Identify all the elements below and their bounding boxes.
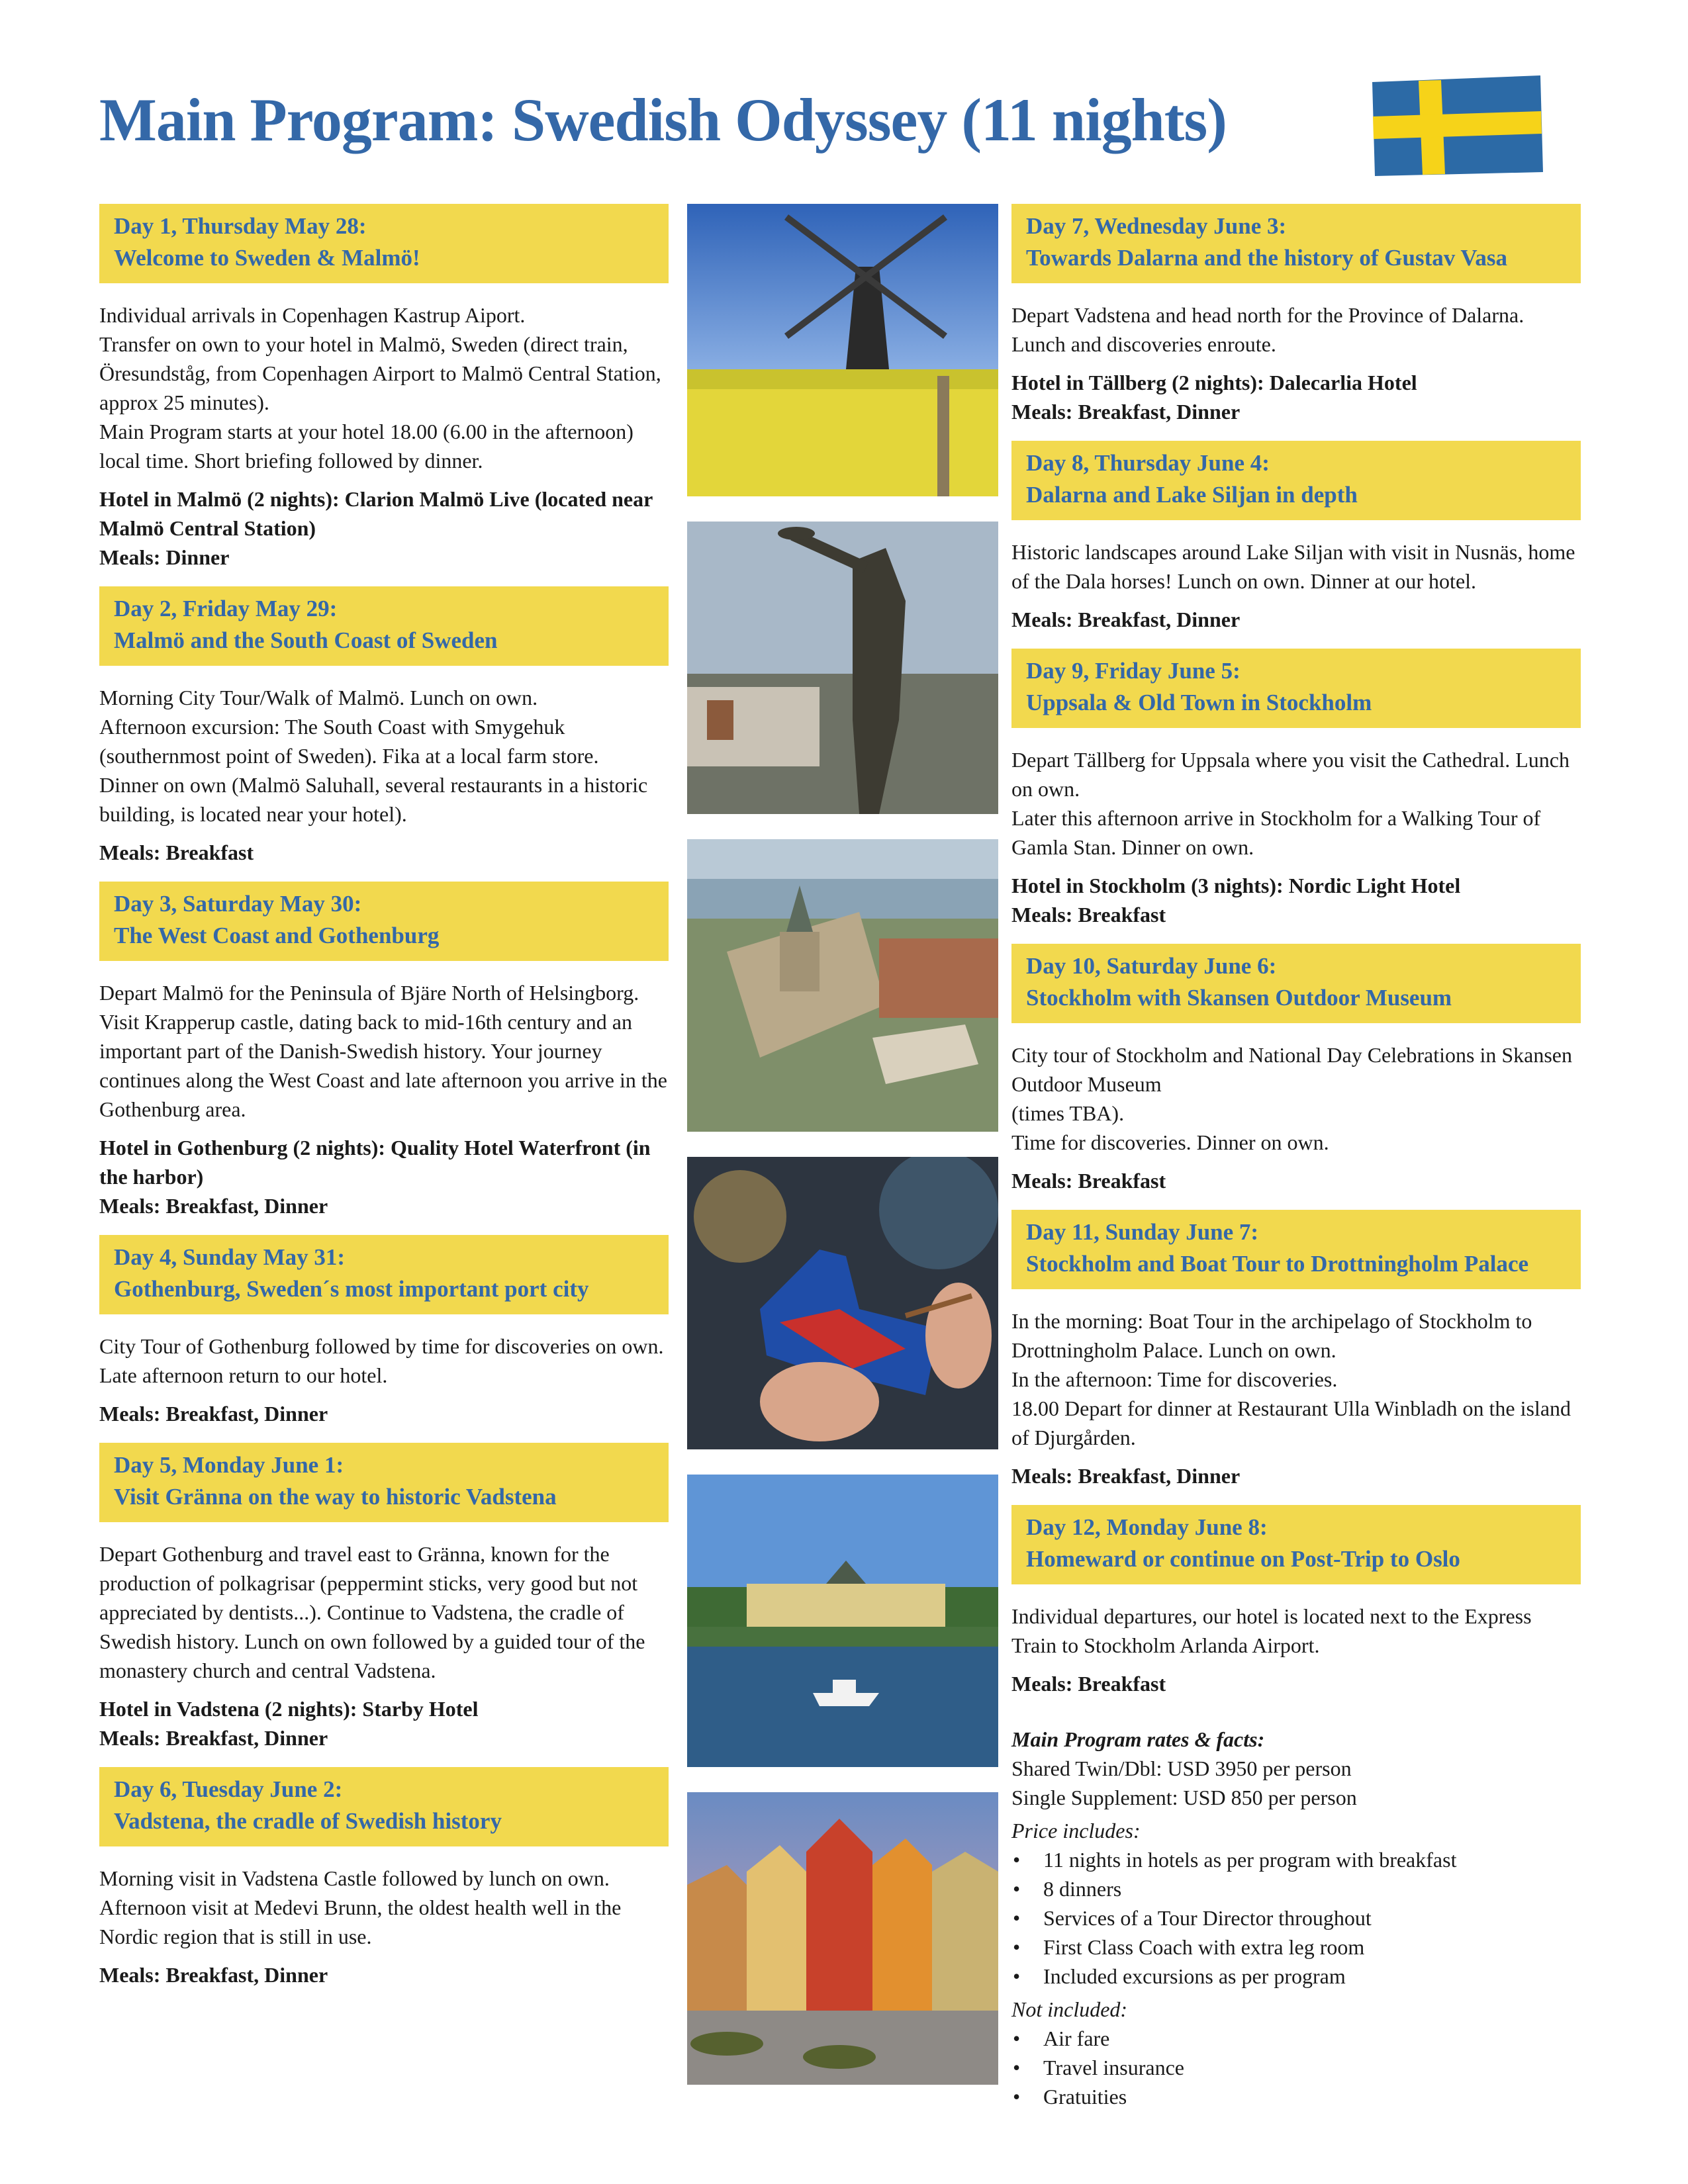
day-12 <box>1011 1505 1581 1698</box>
day-1 <box>99 204 669 572</box>
day-heading: The West Coast and Gothenburg <box>114 923 440 948</box>
day-meals: Meals: Breakfast, Dinner <box>99 1194 328 1218</box>
day-heading: Dalarna and Lake Siljan in depth <box>1026 482 1358 508</box>
excludes-heading: Not included: <box>1011 1997 1128 2021</box>
drottningholm-palace-photo <box>687 1475 998 1767</box>
day-date: Day 8, Thursday June 4: <box>1026 450 1270 476</box>
day-date: Day 5, Monday June 1: <box>114 1452 344 1478</box>
includes-item: • Included excursions as per program <box>1043 1962 1581 1991</box>
day-2 <box>99 586 669 867</box>
day-meals: Meals: Breakfast, Dinner <box>1011 400 1241 424</box>
day-description: Individual departures, our hotel is located next to the Express Train to Stockholm Arlanda Airport. <box>1011 1604 1532 1657</box>
day-date: Day 6, Tuesday June 2: <box>114 1776 343 1802</box>
day-heading: Stockholm with Skansen Outdoor Museum <box>1026 985 1452 1011</box>
itinerary-right-column <box>1011 204 1581 2111</box>
day-description: Morning City Tour/Walk of Malmö. Lunch on own. Afternoon excursion: The South Coast with Smygehuk (southernmost point of Sweden). Fika at a local farm store. Dinner on own (Malmö Saluhall, several restaurants in a historic building, is located near your hotel). <box>99 686 648 826</box>
day-hotel: Hotel in Stockholm (3 nights): Nordic Light Hotel <box>1011 874 1461 897</box>
day-header <box>1011 944 1581 1023</box>
day-header <box>99 204 669 283</box>
rate-twin: Shared Twin/Dbl: USD 3950 per person <box>1011 1756 1352 1780</box>
excludes-item: • Travel insurance <box>1043 2053 1581 2082</box>
malmo-statue-photo <box>687 522 998 814</box>
day-6 <box>99 1767 669 1989</box>
day-7 <box>1011 204 1581 426</box>
day-description: Historic landscapes around Lake Siljan with visit in Nusnäs, home of the Dala horses! Lunch on own. Dinner at our hotel. <box>1011 540 1575 593</box>
day-hotel: Hotel in Gothenburg (2 nights): Quality Hotel Waterfront (in the harbor) <box>99 1136 651 1189</box>
day-date: Day 4, Sunday May 31: <box>114 1244 346 1270</box>
itinerary-left-column <box>99 204 669 2004</box>
gamla-stan-photo <box>687 1792 998 2085</box>
day-header <box>99 882 669 961</box>
day-date: Day 11, Sunday June 7: <box>1026 1219 1259 1245</box>
day-meals: Meals: Breakfast <box>1011 903 1166 927</box>
day-header <box>99 1443 669 1522</box>
day-meals: Meals: Breakfast <box>1011 1169 1166 1193</box>
day-description: Depart Tällberg for Uppsala where you visit the Cathedral. Lunch on own. Later this afternoon arrive in Stockholm for a Walking Tour of Gamla Stan. Dinner on own. <box>1011 748 1570 859</box>
excludes-list <box>1011 2024 1581 2111</box>
day-date: Day 3, Saturday May 30: <box>114 891 362 917</box>
includes-item: • First Class Coach with extra leg room <box>1043 1933 1581 1962</box>
day-meals: Meals: Breakfast, Dinner <box>99 1402 328 1426</box>
rate-single: Single Supplement: USD 850 per person <box>1011 1786 1357 1809</box>
day-8 <box>1011 441 1581 634</box>
day-11 <box>1011 1210 1581 1490</box>
excludes-item: • Air fare <box>1043 2024 1581 2053</box>
day-heading: Uppsala & Old Town in Stockholm <box>1026 690 1372 715</box>
day-meals: Meals: Breakfast, Dinner <box>1011 1464 1241 1488</box>
day-date: Day 2, Friday May 29: <box>114 596 338 621</box>
day-heading: Malmö and the South Coast of Sweden <box>114 627 498 653</box>
day-header <box>1011 204 1581 283</box>
day-description: City Tour of Gothenburg followed by time for discoveries on own. Late afternoon return to our hotel. <box>99 1334 664 1387</box>
day-header <box>99 1235 669 1314</box>
rates-section <box>1011 1725 1581 2111</box>
day-header <box>99 1767 669 1846</box>
day-9 <box>1011 649 1581 929</box>
day-meals: Meals: Breakfast <box>99 841 254 864</box>
day-heading: Stockholm and Boat Tour to Drottningholm Palace <box>1026 1251 1529 1277</box>
day-description: City tour of Stockholm and National Day Celebrations in Skansen Outdoor Museum (times TBA). Time for discoveries. Dinner on own. <box>1011 1043 1572 1154</box>
day-meals: Meals: Breakfast, Dinner <box>99 1726 328 1750</box>
includes-item: • Services of a Tour Director throughout <box>1043 1903 1581 1933</box>
day-description: Individual arrivals in Copenhagen Kastrup Aiport. Transfer on own to your hotel in Malmö, Sweden (direct train, Öresundståg, from Copenhagen Airport to Malmö Central Station, approx 25 minutes). Main Program starts at your hotel 18.00 (6.00 in the afternoon) local time. Short briefing followed by dinner. <box>99 303 661 473</box>
rates-heading: Main Program rates & facts: <box>1011 1727 1265 1751</box>
day-10 <box>1011 944 1581 1195</box>
day-heading: Visit Gränna on the way to historic Vadstena <box>114 1484 557 1510</box>
day-header <box>1011 441 1581 520</box>
day-description: In the morning: Boat Tour in the archipelago of Stockholm to Drottningholm Palace. Lunch on own. In the afternoon: Time for discoveries. 18.00 Depart for dinner at Restaurant Ulla Winbladh on the island of Djurgården. <box>1011 1309 1571 1449</box>
day-meals: Meals: Breakfast, Dinner <box>1011 608 1241 631</box>
day-heading: Welcome to Sweden & Malmö! <box>114 245 420 271</box>
day-header <box>1011 649 1581 728</box>
day-date: Day 12, Monday June 8: <box>1026 1514 1268 1540</box>
excludes-item: • Gratuities <box>1043 2082 1581 2111</box>
day-date: Day 7, Wednesday June 3: <box>1026 213 1287 239</box>
includes-list <box>1011 1845 1581 1991</box>
day-4 <box>99 1235 669 1428</box>
day-date: Day 1, Thursday May 28: <box>114 213 367 239</box>
day-hotel: Hotel in Vadstena (2 nights): Starby Hotel <box>99 1697 479 1721</box>
day-heading: Vadstena, the cradle of Swedish history <box>114 1808 502 1834</box>
day-header <box>1011 1505 1581 1584</box>
day-heading: Towards Dalarna and the history of Gustav Vasa <box>1026 245 1508 271</box>
includes-item: • 8 dinners <box>1043 1874 1581 1903</box>
photo-column <box>687 204 998 2110</box>
swedish-flag-icon <box>1367 73 1546 179</box>
includes-item: • 11 nights in hotels as per program with breakfast <box>1043 1845 1581 1874</box>
day-meals: Meals: Breakfast, Dinner <box>99 1963 328 1987</box>
day-date: Day 10, Saturday June 6: <box>1026 953 1277 979</box>
day-hotel: Hotel in Tällberg (2 nights): Dalecarlia Hotel <box>1011 371 1417 394</box>
day-header <box>99 586 669 666</box>
day-date: Day 9, Friday June 5: <box>1026 658 1241 684</box>
day-heading: Homeward or continue on Post-Trip to Oslo <box>1026 1546 1460 1572</box>
day-meals: Meals: Breakfast <box>1011 1672 1166 1696</box>
includes-heading: Price includes: <box>1011 1819 1141 1843</box>
day-meals: Meals: Dinner <box>99 545 230 569</box>
day-header <box>1011 1210 1581 1289</box>
day-description: Depart Malmö for the Peninsula of Bjäre North of Helsingborg. Visit Krapperup castle, dating back to mid-16th century and an important part of the Danish-Swedish history. Your journey continues along the West Coast and late afternoon you arrive in the Gothenburg area. <box>99 981 667 1121</box>
windmill-photo <box>687 204 998 496</box>
day-description: Morning visit in Vadstena Castle followed by lunch on own. Afternoon visit at Medevi Brunn, the oldest health well in the Nordic region that is still in use. <box>99 1866 622 1948</box>
vadstena-castle-photo <box>687 839 998 1132</box>
page-title: Main Program: Swedish Odyssey (11 nights) <box>99 86 1227 154</box>
day-description: Depart Gothenburg and travel east to Gränna, known for the production of polkagrisar (peppermint sticks, very good but not appreciated by dentists...). Continue to Vadstena, the cradle of Swedish history. Lunch on own followed by a guided tour of the monastery church and central Vadstena. <box>99 1542 645 1682</box>
day-5 <box>99 1443 669 1752</box>
day-hotel: Hotel in Malmö (2 nights): Clarion Malmö Live (located near Malmö Central Station) <box>99 487 653 540</box>
day-description: Depart Vadstena and head north for the Province of Dalarna. Lunch and discoveries enroute. <box>1011 303 1524 356</box>
dala-horse-photo <box>687 1157 998 1449</box>
day-heading: Gothenburg, Sweden´s most important port city <box>114 1276 589 1302</box>
day-3 <box>99 882 669 1220</box>
